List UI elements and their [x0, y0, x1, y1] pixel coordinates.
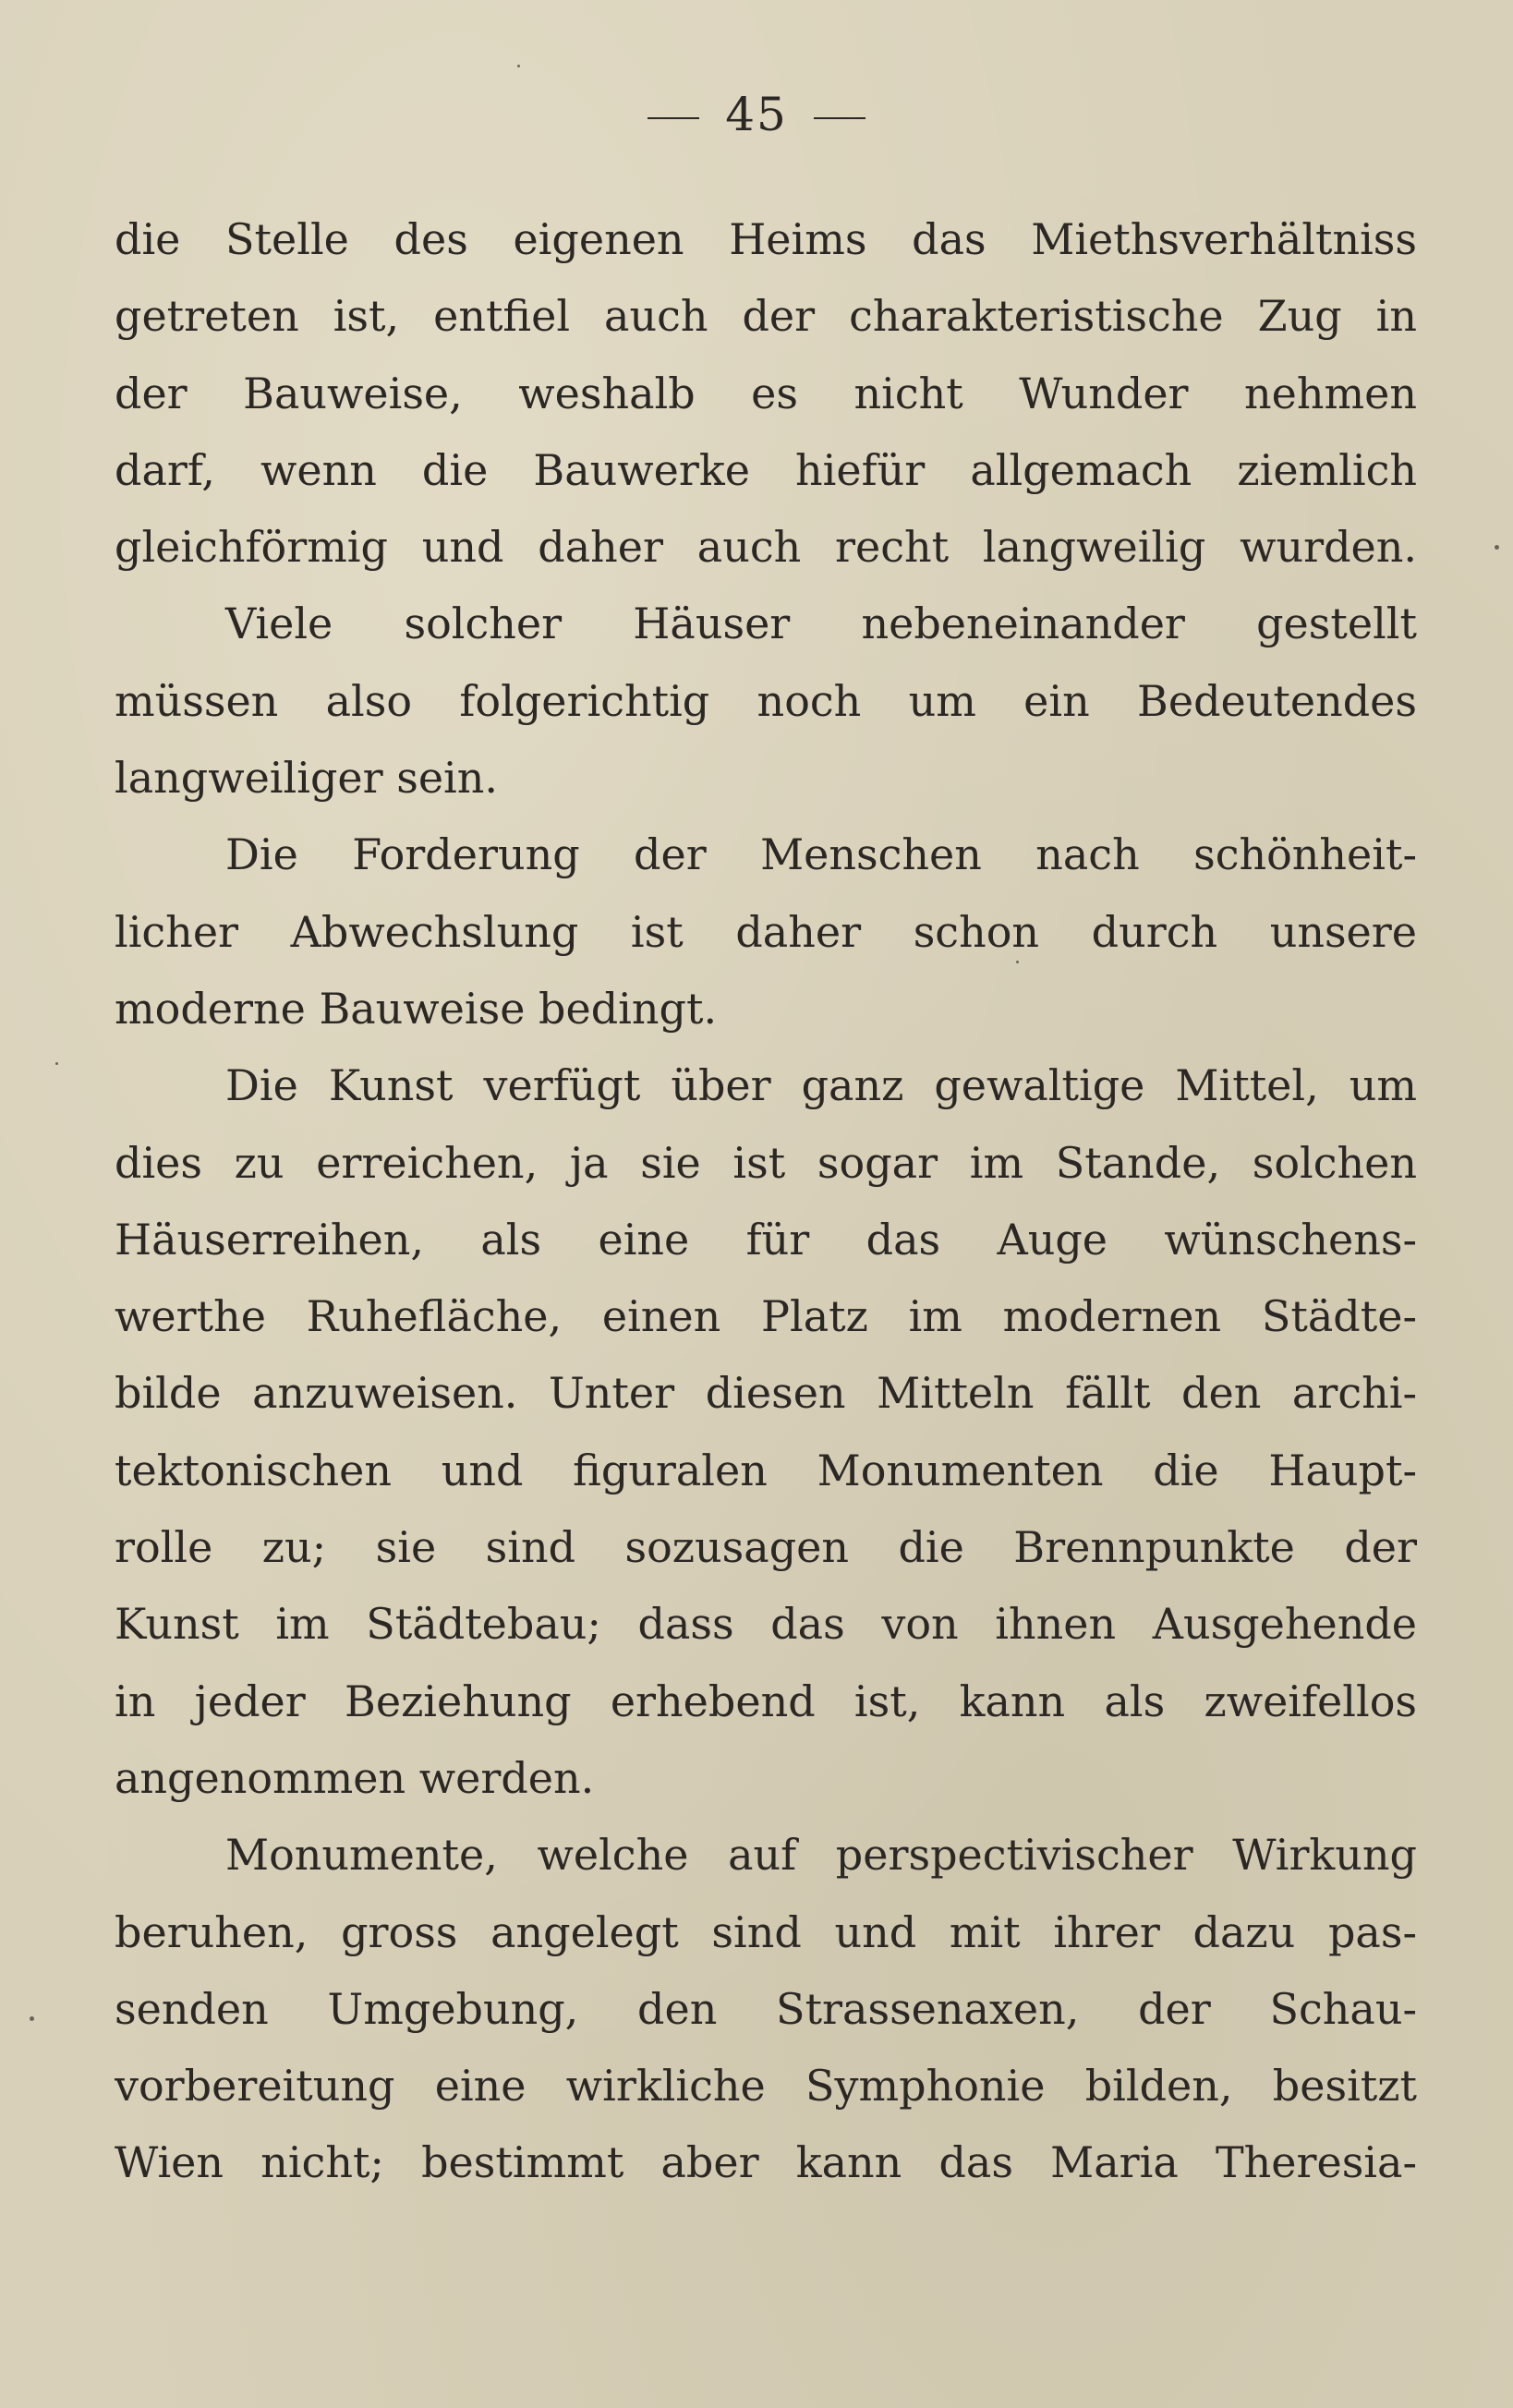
text-line: langweiliger sein.: [115, 753, 499, 804]
text-line: müssen also folgerichtig noch um ein Bedeutendes: [115, 675, 1417, 726]
text-line: die Stelle des eigenen Heims das Miethsverhältniss: [115, 214, 1417, 264]
page-header: [0, 88, 1513, 141]
text-line: werthe Ruhefläche, einen Platz im modernen Städte-: [115, 1291, 1417, 1342]
text-line: Viele solcher Häuser nebeneinander gestellt: [225, 599, 1417, 649]
paper-speck: [1495, 545, 1499, 550]
paper-speck: [55, 1062, 58, 1065]
text-line: Monumente, welche auf perspectivischer Wirkung: [225, 1830, 1417, 1881]
text-line: der Bauweise, weshalb es nicht Wunder nehmen: [115, 368, 1417, 418]
text-line: Die Forderung der Menschen nach schönheit-: [225, 829, 1417, 880]
text-line: getreten ist, entfiel auch der charakteristische Zug in: [115, 291, 1417, 342]
text-line: vorbereitung eine wirkliche Symphonie bilden, besitzt: [115, 2061, 1417, 2112]
text-line: in jeder Beziehung erhebend ist, kann als zweifellos: [115, 1676, 1417, 1726]
text-line: licher Abwechslung ist daher schon durch unsere: [115, 906, 1417, 957]
text-line: angenommen werden.: [115, 1752, 595, 1803]
text-line: moderne Bauweise bedingt.: [115, 983, 718, 1034]
text-line: dies zu erreichen, ja sie ist sogar im Stande, solchen: [115, 1137, 1417, 1188]
text-line: darf, wenn die Bauwerke hiefür allgemach ziemlich: [115, 444, 1417, 495]
header-dash-left: [648, 117, 699, 119]
paper-speck: [517, 65, 520, 67]
paper-speck: [30, 2016, 34, 2021]
text-line: Häuserreihen, als eine für das Auge wünschens-: [115, 1214, 1417, 1265]
page-number: 45: [725, 88, 788, 141]
text-line: beruhen, gross angelegt sind und mit ihrer dazu pas-: [115, 1906, 1417, 1957]
text-line: senden Umgebung, den Strassenaxen, der Schau-: [115, 1983, 1417, 2034]
paper-speck: [1016, 961, 1019, 963]
text-line: tektonischen und figuralen Monumenten die Haupt-: [115, 1445, 1417, 1495]
body-text: [115, 201, 1417, 2202]
text-line: bilde anzuweisen. Unter diesen Mitteln fällt den archi-: [115, 1368, 1417, 1419]
text-line: rolle zu; sie sind sozusagen die Brennpunkte der: [115, 1522, 1417, 1573]
text-line: Wien nicht; bestimmt aber kann das Maria Theresia-: [115, 2137, 1417, 2188]
text-line: Die Kunst verfügt über ganz gewaltige Mittel, um: [225, 1060, 1417, 1111]
text-line: Kunst im Städtebau; dass das von ihnen Ausgehende: [115, 1599, 1417, 1650]
text-line: gleichförmig und daher auch recht langweilig wurden.: [115, 522, 1417, 573]
header-dash-right: [814, 117, 865, 119]
